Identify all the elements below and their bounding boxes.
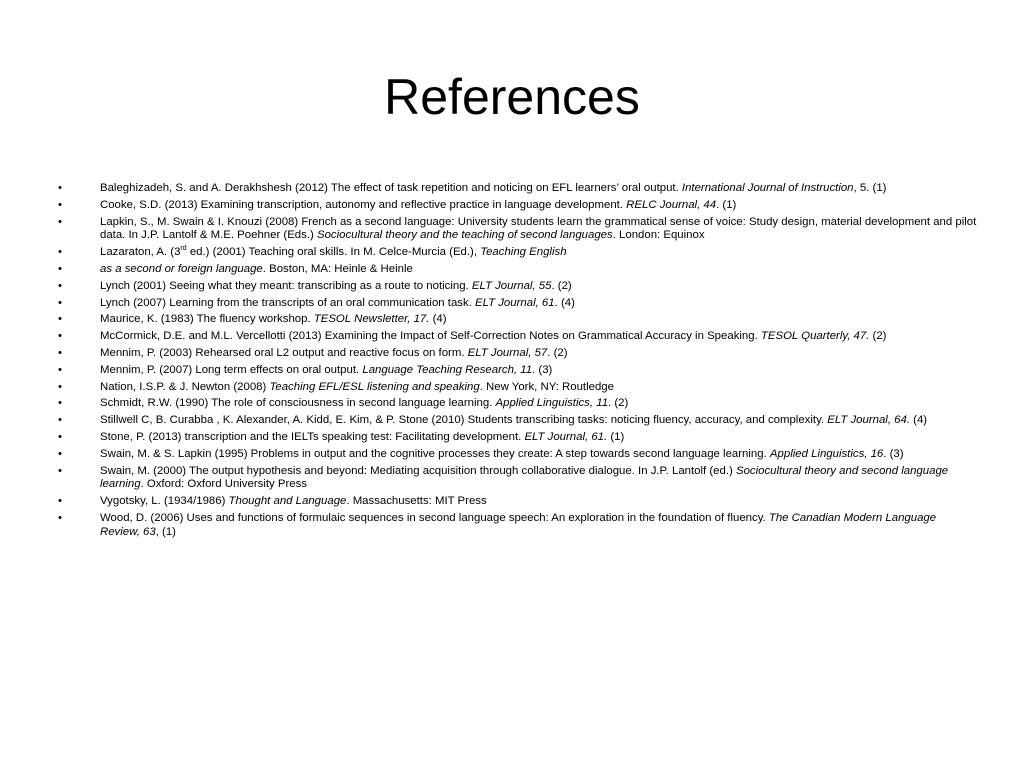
- reference-text: [100, 313, 447, 325]
- reference-item: [58, 216, 978, 244]
- reference-text: [100, 216, 976, 242]
- reference-italic-segment: TESOL Newsletter, 17.: [313, 313, 430, 326]
- reference-italic-segment: Thought and Language: [228, 495, 347, 508]
- reference-segment: . (2): [608, 397, 629, 410]
- reference-item: [58, 381, 978, 395]
- reference-text: [100, 381, 614, 393]
- reference-italic-segment: ELT Journal, 64.: [827, 414, 910, 427]
- reference-segment: . London: Equinox: [612, 229, 705, 242]
- reference-text: [100, 397, 628, 409]
- reference-segment: . Boston, MA: Heinle & Heinle: [262, 262, 413, 275]
- reference-segment: Mennim, P. (2007) Long term effects on oral output.: [100, 363, 363, 376]
- slide-title: References: [384, 69, 640, 125]
- reference-superscript: rd: [180, 245, 187, 253]
- bullet-icon: •: [58, 397, 62, 410]
- reference-segment: , (1): [155, 525, 176, 538]
- bullet-icon: •: [58, 198, 62, 211]
- reference-item: [58, 263, 978, 277]
- reference-text: [100, 465, 948, 491]
- reference-text: [100, 364, 552, 376]
- bullet-icon: •: [58, 313, 62, 326]
- reference-segment: Wood, D. (2006) Uses and functions of formulaic sequences in second language speech: An exploration in the foundation of fluency.: [100, 511, 769, 524]
- reference-segment: Mennim, P. (2003) Rehearsed oral L2 output and reactive focus on form.: [100, 346, 468, 359]
- reference-text: [100, 246, 567, 258]
- reference-italic-segment: Sociocultural theory and second language learning: [100, 464, 949, 491]
- reference-segment: (3): [535, 363, 553, 376]
- reference-text: [100, 263, 413, 275]
- reference-segment: Lazaraton, A. (3: [100, 246, 181, 259]
- bullet-icon: •: [58, 430, 62, 443]
- reference-segment: , 5. (1): [853, 182, 887, 194]
- reference-item: [58, 364, 978, 378]
- bullet-icon: •: [58, 464, 62, 477]
- reference-segment: Nation, I.S.P. & J. Newton (2008): [100, 380, 270, 393]
- reference-italic-segment: International Journal of Instruction: [681, 182, 854, 194]
- bullet-icon: •: [58, 279, 62, 292]
- reference-segment: . Oxford: Oxford University Press: [140, 478, 308, 491]
- reference-italic-segment: ELT Journal, 61: [475, 296, 555, 309]
- reference-item: [58, 431, 978, 445]
- reference-item: [58, 397, 978, 411]
- reference-italic-segment: ELT Journal, 57: [467, 346, 548, 359]
- reference-segment: Lynch (2001) Seeing what they meant: transcribing as a route to noticing.: [100, 279, 472, 292]
- bullet-icon: •: [58, 495, 62, 508]
- reference-text: [100, 280, 572, 292]
- reference-text: [100, 182, 886, 194]
- reference-item: [58, 414, 978, 428]
- bullet-icon: •: [58, 330, 62, 343]
- reference-segment: . New York, NY: Routledge: [479, 380, 614, 393]
- bullet-icon: •: [58, 447, 62, 460]
- reference-item: [58, 465, 978, 493]
- bullet-icon: •: [58, 296, 62, 309]
- reference-item: [58, 182, 978, 196]
- reference-italic-segment: ELT Journal, 61.: [524, 430, 608, 443]
- reference-item: [58, 347, 978, 361]
- reference-text: [100, 495, 487, 507]
- reference-italic-segment: RELC Journal, 44: [626, 198, 717, 211]
- reference-text: [100, 448, 904, 460]
- reference-text: [100, 414, 927, 426]
- reference-segment: (4): [909, 414, 928, 427]
- reference-italic-segment: Teaching EFL/ESL listening and speaking: [269, 380, 480, 393]
- reference-segment: Baleghizadeh, S. and A. Derakhshesh (2012) The effect of task repetition and noticing on EFL learners’ oral output.: [100, 182, 682, 194]
- reference-segment: Vygotsky, L. (1934/1986): [100, 495, 229, 508]
- reference-segment: . (1): [716, 198, 737, 211]
- reference-item: [58, 448, 978, 462]
- reference-item: [58, 330, 978, 344]
- bullet-icon: •: [58, 511, 62, 524]
- reference-item: [58, 199, 978, 213]
- reference-segment: Schmidt, R.W. (1990) The role of consciousness in second language learning.: [100, 397, 496, 410]
- reference-segment: Swain, M. (2000) The output hypothesis and beyond: Mediating acquisition through collaborative dialogue. In J.P. Lantolf (ed.): [100, 464, 736, 477]
- reference-segment: Lapkin, S., M. Swain & I. Knouzi (2008) French as a second language: University students learn the grammatical sense of voice: Study design, material development and pilot data. In J.P. Lantolf & M.E. Poehner (Eds.): [100, 215, 977, 242]
- bullet-icon: •: [58, 182, 62, 194]
- reference-item: [58, 297, 978, 311]
- reference-italic-segment: Sociocultural theory and the teaching of second languages: [316, 229, 613, 242]
- bullet-icon: •: [58, 262, 62, 275]
- bullet-icon: •: [58, 246, 62, 259]
- reference-text: [100, 199, 736, 211]
- bullet-icon: •: [58, 215, 62, 228]
- reference-segment: Cooke, S.D. (2013) Examining transcription, autonomy and reflective practice in language development.: [100, 198, 627, 211]
- reference-item: [58, 495, 978, 509]
- bullet-icon: •: [58, 346, 62, 359]
- reference-italic-segment: Teaching English: [480, 246, 567, 259]
- reference-segment: (4): [429, 313, 447, 326]
- reference-segment: Lynch (2007) Learning from the transcripts of an oral communication task.: [100, 296, 476, 309]
- reference-item: [58, 280, 978, 294]
- reference-italic-segment: ELT Journal, 55: [471, 279, 552, 292]
- reference-item: [58, 246, 978, 260]
- reference-segment: Swain, M. & S. Lapkin (1995) Problems in output and the cognitive processes they create: A step towards second language learning.: [100, 447, 770, 460]
- reference-segment: . (3): [883, 447, 904, 460]
- reference-segment: Stone, P. (2013) transcription and the IELTs speaking test: Facilitating development.: [100, 430, 525, 443]
- bullet-icon: •: [58, 414, 62, 427]
- bullet-icon: •: [58, 363, 62, 376]
- reference-italic-segment: TESOL Quarterly, 47.: [760, 330, 870, 343]
- reference-segment: . (2): [551, 279, 572, 292]
- reference-segment: Maurice, K. (1983) The fluency workshop.: [100, 313, 314, 326]
- reference-segment: . Massachusetts: MIT Press: [346, 495, 487, 508]
- reference-segment: (1): [607, 430, 625, 443]
- reference-italic-segment: as a second or foreign language: [100, 262, 263, 275]
- reference-italic-segment: Applied Linguistics, 16: [769, 447, 884, 460]
- reference-segment: . (2): [547, 346, 568, 359]
- reference-italic-segment: The Canadian Modern Language Review, 63: [100, 511, 937, 538]
- reference-segment: ed.) (2001) Teaching oral skills. In M. Celce-Murcia (Ed.),: [186, 246, 481, 259]
- reference-text: [100, 330, 886, 342]
- reference-italic-segment: Language Teaching Research, 11.: [362, 363, 536, 376]
- reference-segment: . (4): [554, 296, 575, 309]
- reference-text: [100, 347, 568, 359]
- reference-item: [58, 512, 978, 540]
- reference-segment: Stillwell C, B. Curabba , K. Alexander, A. Kidd, E. Kim, & P. Stone (2010) Students transcribing tasks: noticing fluency, accuracy, and complexity.: [100, 414, 828, 427]
- reference-text: [100, 297, 575, 309]
- bullet-icon: •: [58, 380, 62, 393]
- reference-text: [100, 431, 624, 443]
- reference-italic-segment: Applied Linguistics, 11: [495, 397, 609, 410]
- reference-segment: (2): [869, 330, 887, 343]
- reference-item: [58, 313, 978, 327]
- reference-segment: McCormick, D.E. and M.L. Vercellotti (2013) Examining the Impact of Self-Correction Notes on Grammatical Accuracy in Speaking.: [100, 330, 761, 343]
- reference-text: [100, 512, 936, 538]
- reference-list: [58, 182, 978, 543]
